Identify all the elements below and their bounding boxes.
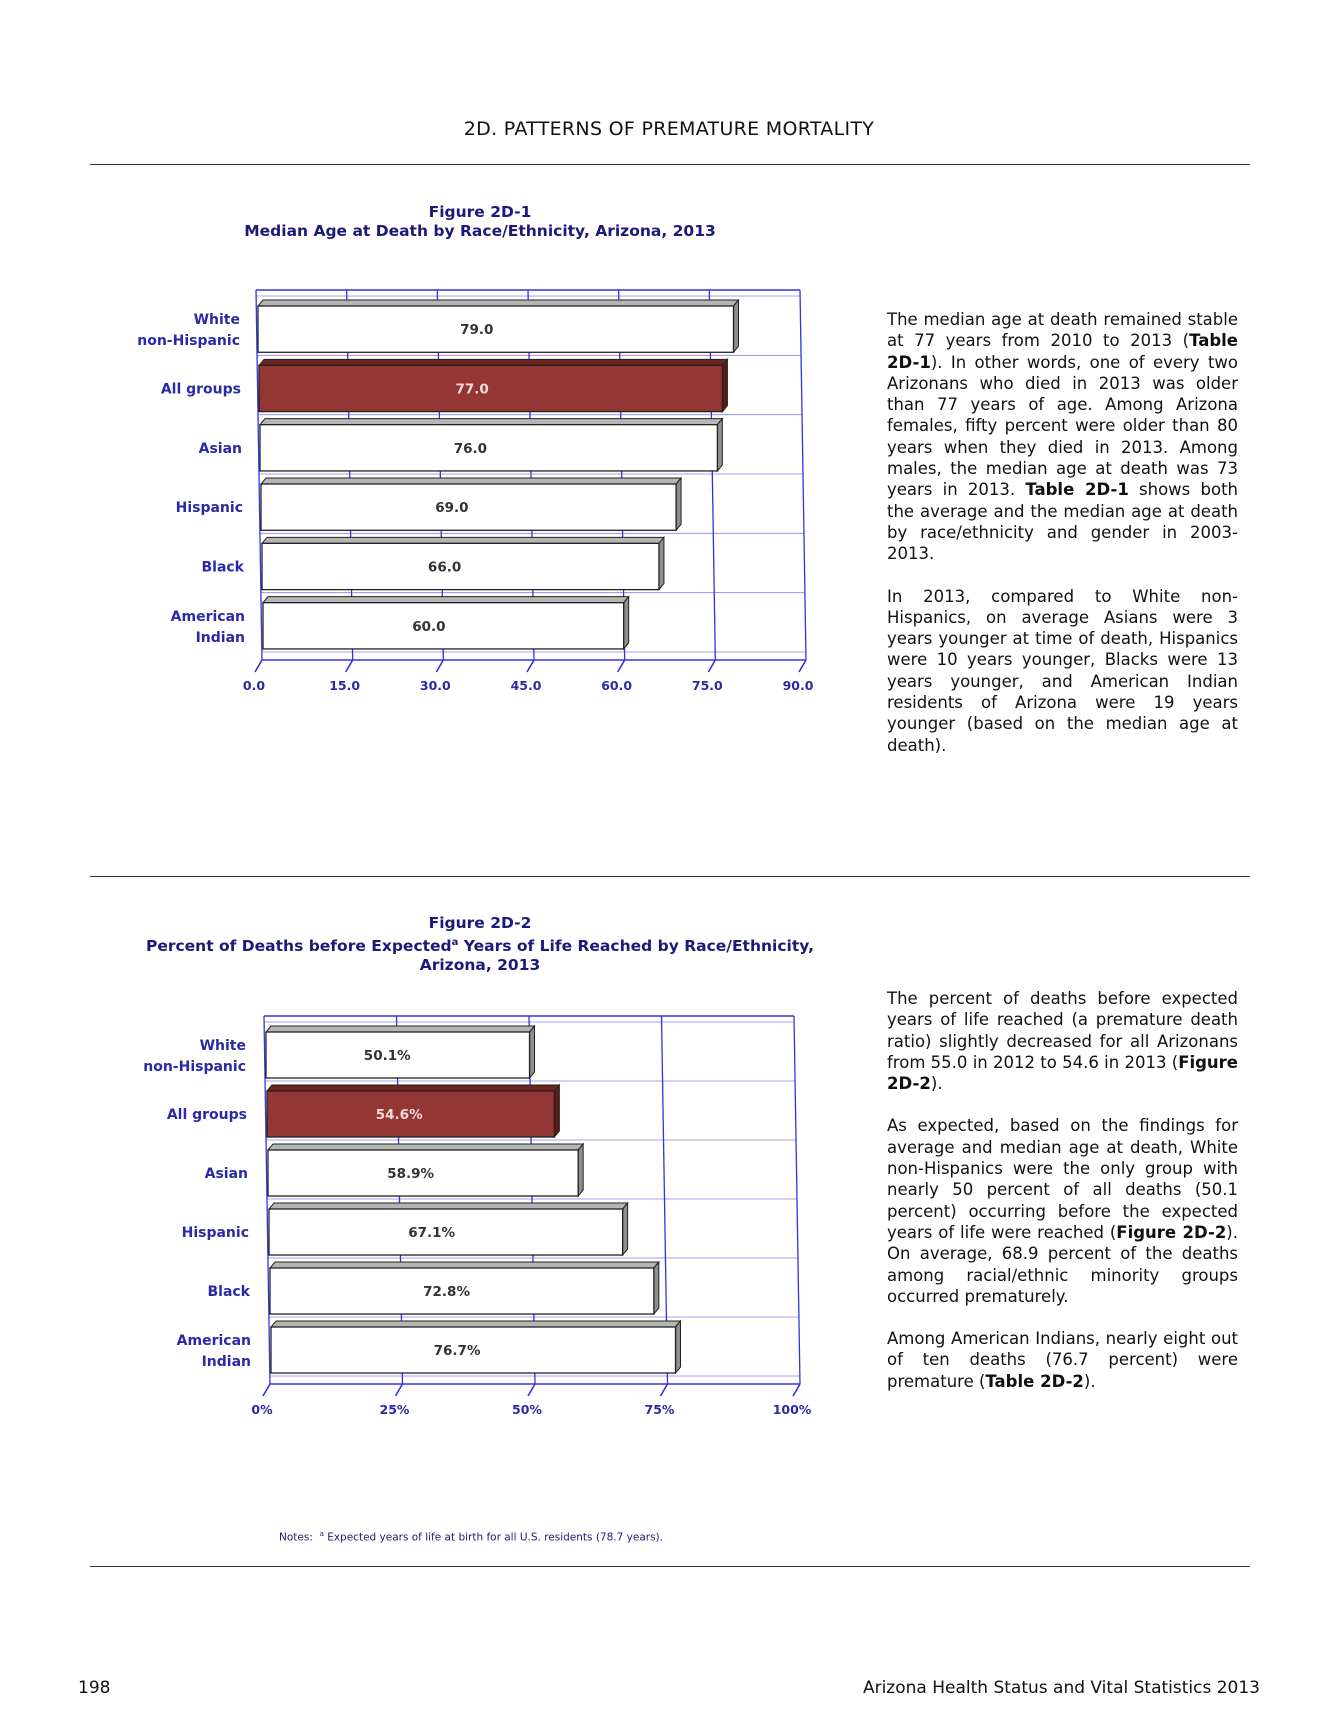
- figure2-paragraph-3: Among American Indians, nearly eight out of ten deaths (76.7 percent) were premature (Table 2D-2).: [887, 1329, 1238, 1391]
- gridline: [800, 290, 806, 660]
- category-label: All groups: [166, 1107, 247, 1124]
- tick-mark: [436, 660, 443, 672]
- median-age-chart: [130, 282, 830, 712]
- header-rule: [90, 164, 1250, 165]
- bar-side-face: [676, 478, 681, 530]
- category-label: White: [199, 1038, 246, 1055]
- tick-label: 0%: [251, 1402, 273, 1417]
- figure2-caption: [130, 914, 830, 975]
- bar-side-face: [530, 1026, 535, 1078]
- premature-deaths-chart: [130, 1006, 830, 1436]
- data-label: 60.0: [412, 618, 446, 635]
- category-label: Indian: [201, 1354, 251, 1371]
- category-label: Indian: [195, 629, 245, 646]
- tick-mark: [396, 1384, 403, 1396]
- bar-side-face: [554, 1085, 559, 1137]
- category-label: non-Hispanic: [137, 333, 240, 350]
- figure1-paragraph-2: In 2013, compared to White non-Hispanics, on average Asians were 3 years younger at time of death, Hispanics were 10 years younger, Blacks were 13 years younger, and American Indian residents of Arizona were 19 years younger (based on the median age at death).: [887, 586, 1238, 755]
- tick-mark: [799, 660, 806, 672]
- tick-mark: [527, 660, 534, 672]
- figure1-caption: [180, 203, 780, 241]
- bar-side-face: [659, 537, 664, 589]
- category-label: Black: [201, 559, 244, 576]
- figure2-commentary: [887, 988, 1238, 1413]
- category-label: American: [176, 1333, 251, 1350]
- tick-mark: [708, 660, 715, 672]
- gridline: [794, 1016, 800, 1384]
- bar-side-face: [578, 1144, 583, 1196]
- bar-top-face: [259, 359, 727, 365]
- tick-mark: [793, 1384, 800, 1396]
- bar-top-face: [267, 1085, 559, 1091]
- bar-side-face: [623, 1203, 628, 1255]
- category-label: non-Hispanic: [143, 1059, 246, 1076]
- figure2-paragraph-2: As expected, based on the findings for average and median age at death, White non-Hispanics were the only group with nearly 50 percent of all deaths (50.1 percent) occurring before the expected years of life were reached (Figure 2D-2). On average, 68.9 percent of the deaths among racial/ethnic minority groups occurred prematurely.: [887, 1116, 1238, 1306]
- notes-rule: [90, 1566, 1250, 1567]
- data-label: 69.0: [435, 500, 469, 517]
- figure2-title: Percent of Deaths before Expected$^a$ Years of Life Reached by Race/Ethnicity,: [145, 937, 815, 956]
- tick-label: 100%: [772, 1402, 812, 1417]
- figure1-title: Median Age at Death by Race/Ethnicity, Arizona, 2013: [244, 222, 716, 240]
- category-label: White: [193, 312, 240, 329]
- bar-side-face: [676, 1321, 681, 1373]
- bar-top-face: [270, 1262, 659, 1268]
- bar-side-face: [624, 597, 629, 649]
- figure2-paragraph-1: The percent of deaths before expected years of life reached (a premature death ratio) slightly decreased for all Arizonans from 55.0 in 2012 to 54.6 in 2013 (Figure 2D-2).: [887, 989, 1238, 1094]
- tick-label: 30.0: [419, 678, 451, 693]
- data-label: 79.0: [460, 322, 494, 339]
- figure1-paragraph-1: The median age at death remained stable at 77 years from 2010 to 2013 (Table 2D-1). In other words, one of every two Arizonans who died in 2013 was older than 77 years of age. Among Arizona females, fifty percent were older than 80 years when they died in 2013. Among males, the median age at death was 73 years in 2013. Table 2D-1 shows both the average and the median age at death by race/ethnicity and gender in 2003-2013.: [887, 310, 1238, 564]
- data-label: 76.7%: [433, 1343, 481, 1360]
- category-label: Asian: [198, 440, 242, 457]
- section-rule: [90, 876, 1250, 877]
- publication-title: Arizona Health Status and Vital Statistics 2013: [862, 1678, 1260, 1698]
- category-label: American: [170, 608, 245, 625]
- figure1-commentary: [887, 309, 1238, 777]
- category-label: Hispanic: [175, 500, 243, 517]
- tick-label: 15.0: [329, 678, 361, 693]
- data-label: 77.0: [455, 381, 489, 398]
- tick-label: 50%: [512, 1402, 542, 1417]
- data-label: 58.9%: [387, 1166, 435, 1183]
- data-label: 54.6%: [375, 1107, 423, 1124]
- category-label: All groups: [160, 381, 241, 398]
- tick-mark: [263, 1384, 270, 1396]
- tick-label: 45.0: [510, 678, 542, 693]
- bar-top-face: [268, 1144, 583, 1150]
- tick-label: 75.0: [691, 678, 723, 693]
- bar-top-face: [258, 300, 739, 306]
- tick-mark: [661, 1384, 668, 1396]
- bar-top-face: [260, 419, 722, 425]
- category-label: Asian: [204, 1166, 248, 1183]
- category-label: Hispanic: [181, 1225, 249, 1242]
- figure2-title-line2: Arizona, 2013: [419, 956, 541, 975]
- data-label: 50.1%: [363, 1048, 411, 1065]
- data-label: 66.0: [427, 559, 462, 576]
- bar-top-face: [263, 597, 629, 603]
- bar: [260, 425, 717, 471]
- bar-top-face: [266, 1026, 535, 1032]
- tick-mark: [528, 1384, 535, 1396]
- bar-side-face: [717, 419, 722, 471]
- tick-label: 75%: [644, 1402, 675, 1417]
- tick-mark: [255, 660, 262, 672]
- bar-top-face: [262, 537, 664, 543]
- data-label: 67.1%: [408, 1225, 456, 1242]
- bar-side-face: [734, 300, 739, 352]
- tick-label: 60.0: [601, 678, 633, 693]
- bar-top-face: [271, 1321, 681, 1327]
- figure2-label: Figure 2D-2: [428, 914, 532, 932]
- data-label: 72.8%: [423, 1284, 470, 1301]
- bar-top-face: [269, 1203, 628, 1209]
- figure2-notes: Notes: $^a$ Expected years of life at birth for all U.S. residents (78.7 years).: [279, 1530, 663, 1544]
- tick-label: 0.0: [242, 678, 266, 693]
- bar-top-face: [261, 478, 681, 484]
- bar-side-face: [654, 1262, 659, 1314]
- tick-mark: [618, 660, 625, 672]
- data-label: 76.0: [453, 440, 488, 457]
- bar-side-face: [722, 359, 727, 411]
- tick-label: 90.0: [782, 678, 814, 693]
- page-number: 198: [78, 1678, 111, 1698]
- bar: [259, 365, 722, 411]
- tick-label: 25%: [379, 1402, 410, 1417]
- figure1-label: Figure 2D-1: [428, 203, 532, 221]
- bar: [258, 306, 734, 352]
- tick-mark: [346, 660, 353, 672]
- category-label: Black: [207, 1284, 250, 1301]
- page-header: 2D. PATTERNS OF PREMATURE MORTALITY: [463, 118, 875, 140]
